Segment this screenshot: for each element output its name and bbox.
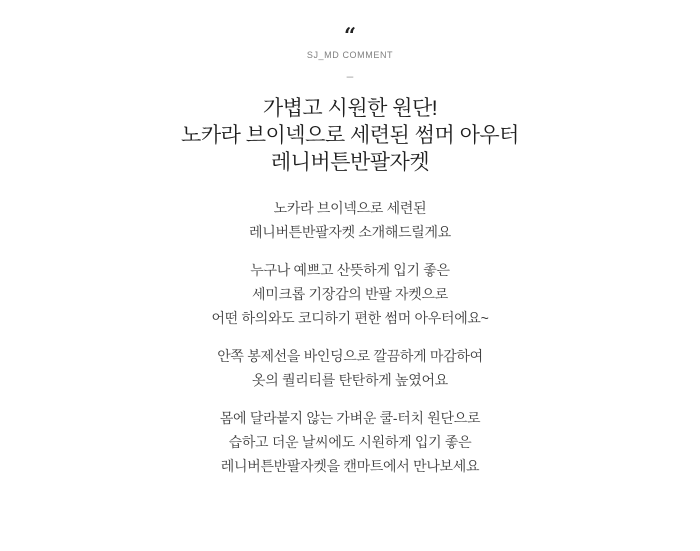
paragraph-line: 몸에 달라붙지 않는 가벼운 쿨-터치 원단으로 [219,410,481,426]
paragraph-line: 어떤 하의와도 코디하기 편한 썸머 아우터에요~ [211,310,489,326]
closing-paragraph [0,406,700,478]
heading-line-1: 가볍고 시원한 원단! [262,97,438,120]
paragraph-line: 레니버튼반팔자켓 소개해드릴게요 [249,224,451,240]
quote-icon: “ [343,23,357,48]
paragraph-line: 안쪽 봉제선을 바인딩으로 깔끔하게 마감하여 [217,348,483,364]
paragraph-line: 세미크롭 기장감의 반팔 자켓으로 [252,286,448,302]
divider-dash: – [346,69,354,83]
paragraph-line: 옷의 퀄리티를 탄탄하게 높였어요 [252,372,448,388]
md-comment-label: SJ_MD COMMENT [306,50,394,60]
page-title [0,95,700,176]
quality-paragraph [0,344,700,392]
paragraph-line: 누구나 예쁘고 산뜻하게 입기 좋은 [250,262,450,278]
paragraph-line: 노카라 브이넥으로 세련된 [273,200,427,216]
fit-description-paragraph [0,258,700,330]
paragraph-line: 습하고 더운 날씨에도 시원하게 입기 좋은 [228,434,472,450]
heading-line-2: 노카라 브이넥으로 세련된 썸머 아우터 [181,124,519,147]
heading-line-3: 레니버튼반팔자켓 [270,151,430,174]
paragraph-line: 레니버튼반팔자켓을 캔마트에서 만나보세요 [220,458,480,474]
intro-paragraph [0,196,700,244]
